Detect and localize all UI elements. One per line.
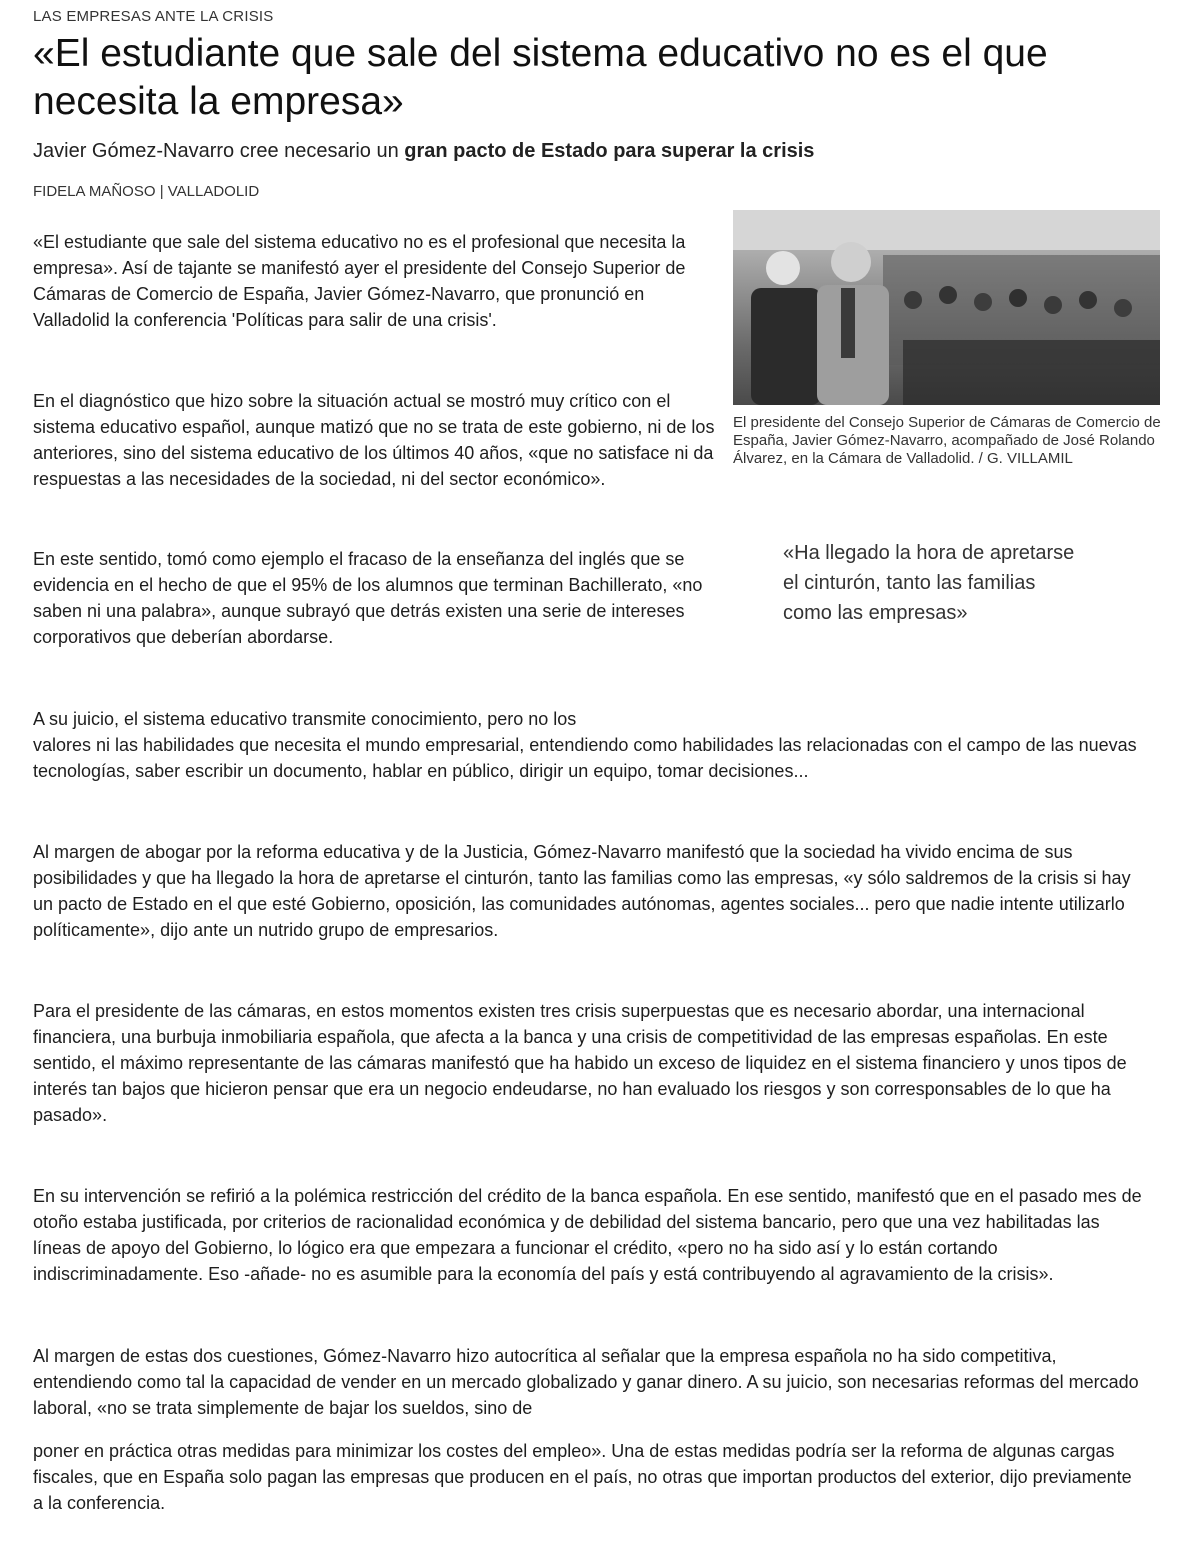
paragraph-1: «El estudiante que sale del sistema educativo no es el profesional que necesita la empresa». Así de tajante se manifestó ayer el presidente del Consejo Superior de Cámaras de Comercio de España, Javier Gómez-Navarro, que pronunció en Valladolid la conferencia 'Políticas para salir de una crisis'. — [33, 232, 686, 330]
paragraph-8: Al margen de estas dos cuestiones, Gómez-Navarro hizo autocrítica al señalar que la empresa española no ha sido competitiva, entendiendo como tal la capacidad de vender en un mercado globalizado y ganar dinero. A su juicio, son necesarias reformas del mercado laboral, «no se trata simplemente de bajar los sueldos, sino de — [33, 1346, 1139, 1418]
article-photo — [733, 210, 1160, 405]
paragraph-2: En el diagnóstico que hizo sobre la situación actual se mostró muy crítico con el sistema educativo español, aunque matizó que no se trata de este gobierno, ni de los anteriores, sino del sistema educativo de los últimos 40 años, «que no satisface ni da respuestas a las necesidades de la sociedad, ni del sector económico». — [33, 391, 715, 489]
article-byline: FIDELA MAÑOSO | VALLADOLID — [33, 183, 260, 200]
paragraph-9: poner en práctica otras medidas para minimizar los costes del empleo». Una de estas medidas podría ser la reforma de algunas cargas fiscales, que en España solo pagan las empresas que producen en el país, no otras que importan productos del exterior, dijo previamente a la conferencia. — [33, 1441, 1132, 1513]
article-subtitle — [33, 140, 814, 163]
paragraph-7: En su intervención se refirió a la polémica restricción del crédito de la banca española. En ese sentido, manifestó que en el pasado mes de otoño estaba justificada, por criterios de racionalidad económica y de debilidad del sistema bancario, pero que una vez habilitadas las líneas de apoyo del Gobierno, lo lógico era que empezara a funcionar el crédito, «pero no ha sido así y lo están cortando indiscriminadamente. Eso -añade- no es asumible para la economía del país y está contribuyendo al agravamiento de la crisis». — [33, 1186, 1142, 1284]
article-headline: «El estudiante que sale del sistema educativo no es el que necesita la empresa» — [33, 32, 1048, 123]
photo-caption: El presidente del Consejo Superior de Cámaras de Comercio de España, Javier Gómez-Navarro, acompañado de José Rolando Álvarez, en la Cámara de Valladolid. / G. VILLAMIL — [733, 414, 1161, 467]
paragraph-5: Al margen de abogar por la reforma educativa y de la Justicia, Gómez-Navarro manifestó que la sociedad ha vivido encima de sus posibilidades y que ha llegado la hora de apretarse el cinturón, tanto las familias como las empresas, «y sólo saldremos de la crisis si hay un pacto de Estado en el que esté Gobierno, oposición, las comunidades autónomas, agentes sociales... pero que nadie intente utilizarlo políticamente», dijo ante un nutrido grupo de empresarios. — [33, 842, 1131, 940]
photo-illustration — [733, 210, 1160, 405]
pull-quote: «Ha llegado la hora de apretarse el cinturón, tanto las familias como las empresas» — [783, 542, 1075, 624]
paragraph-6: Para el presidente de las cámaras, en estos momentos existen tres crisis superpuestas que es necesario abordar, una internacional financiera, una burbuja inmobiliaria española, que afecta a la banca y una crisis de competitividad de las empresas españolas. En este sentido, el máximo representante de las cámaras manifestó que ha habido un exceso de liquidez en el sistema financiero y unos tipos de interés tan bajos que hicieron pensar que era un negocio endeudarse, no han evaluado los riesgos y son corresponsables de lo que ha pasado». — [33, 1001, 1127, 1125]
paragraph-4-cont: valores ni las habilidades que necesita el mundo empresarial, entendiendo como habilidades las relacionadas con el campo de las nuevas tecnologías, saber escribir un documento, hablar en público, dirigir un equipo, tomar decisiones... — [33, 735, 1137, 781]
subtitle-bold: gran pacto de Estado para superar la crisis — [404, 140, 815, 162]
paragraph-3: En este sentido, tomó como ejemplo el fracaso de la enseñanza del inglés que se evidencia en el hecho de que el 95% de los alumnos que terminan Bachillerato, «no saben ni una palabra», aunque subrayó que detrás existen una serie de intereses corporativos que deberían abordarse. — [33, 549, 703, 647]
article-kicker: LAS EMPRESAS ANTE LA CRISIS — [33, 8, 274, 25]
paragraph-4-start: A su juicio, el sistema educativo transmite conocimiento, pero no los — [33, 709, 577, 729]
subtitle-plain: Javier Gómez-Navarro cree necesario un — [33, 140, 405, 162]
